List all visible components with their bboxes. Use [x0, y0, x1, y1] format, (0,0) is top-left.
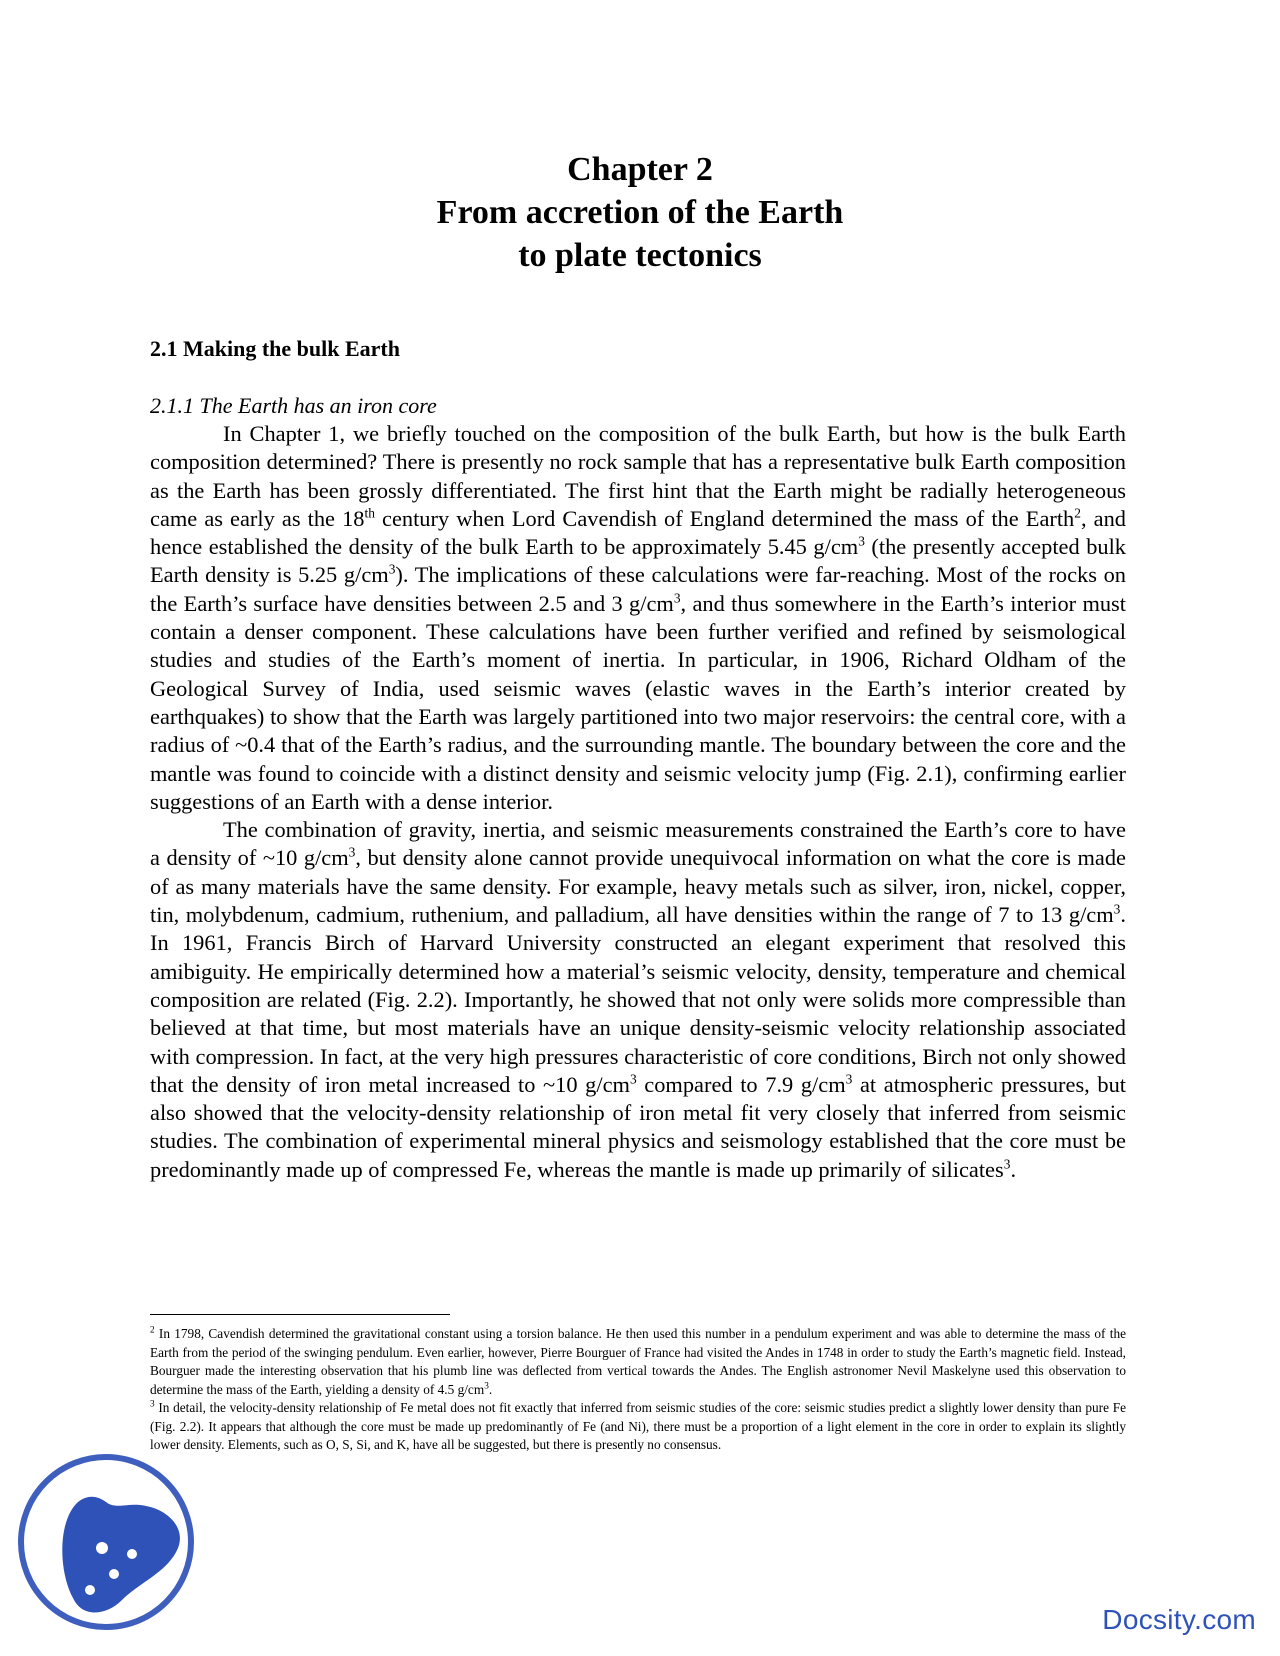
paragraph-text: century when Lord Cavendish of England determined the mass of the Earth: [374, 505, 1075, 531]
chapter-number: Chapter 2: [567, 151, 713, 188]
chapter-title-line-2: to plate tectonics: [518, 237, 762, 274]
paragraph-text: , and thus somewhere in the Earth’s interior must contain a denser component. These calculations have been further verified and refined by seismological studies and studies of the Earth’s moment of inertia. In particular, in 1906, Richard Oldham of the Geological Survey of India, used seismic waves (elastic waves in the Earth’s interior created by earthquakes) to show that the Earth was largely partitioned into two major reservoirs: the central core, with a radius of ~0.4 that of the Earth’s radius, and the surrounding mantle. The boundary between the core and the mantle was found to coincide with a distinct density and seismic velocity jump (Fig. 2.1), confirming earlier suggestions of an Earth with a dense interior.: [150, 590, 1126, 814]
footnote-3: [150, 1399, 1126, 1455]
footnote-text: In 1798, Cavendish determined the gravitational constant using a torsion balance. He then used this number in a pendulum experiment and was able to determine the mass of the Earth from the period of the swinging pendulum. Even earlier, however, Pierre Bourguer of France had visited the Andes in 1748 in order to study the Earth’s magnetic field. Instead, Bourguer made the interesting observation that his plumb line was deflected from vertical towards the Andes. The English astronomer Nevil Maskelyne used this observation to determine the mass of the Earth, yielding a density of 4.5 g/cm: [150, 1326, 1126, 1397]
paragraph-1: [150, 420, 1126, 816]
paragraph-text: . In 1961, Francis Birch of Harvard University constructed an elegant experiment that resolved this amibiguity. He empirically determined how a material’s seismic velocity, density, temperature and chemical composition are related (Fig. 2.2). Importantly, he showed that not only were solids more compressible than believed at that time, but most materials have an unique density-seismic velocity relationship associated with compression. In fact, at the very high pressures characteristic of core conditions, Birch not only showed that the density of iron metal increased to ~10 g/cm: [150, 902, 1126, 1097]
exponent: 3: [388, 562, 396, 578]
section-heading: 2.1 Making the bulk Earth: [150, 336, 400, 361]
chapter-title: [0, 148, 1280, 277]
exponent: 3: [629, 1071, 637, 1087]
paragraph-text: In Chapter 1, we briefly touched on the composition of the bulk Earth, but how is the bulk Earth composition determined? There is presently no rock sample that has a representative bulk Earth composition as the Earth has been grossly differentiated. The first hint that the Earth might be radially heterogeneous came as early as the 18: [150, 421, 1126, 531]
docsity-brand-link[interactable]: Docsity.com: [1102, 1604, 1256, 1635]
ordinal-suffix: th: [364, 505, 375, 521]
body-text: [150, 420, 1126, 1184]
footnote-ref-3[interactable]: 3: [1003, 1156, 1011, 1172]
footnote-separator: [150, 1314, 450, 1315]
footnote-marker: 3: [150, 1399, 155, 1410]
paragraph-text: , but density alone cannot provide unequivocal information on what the core is made of as many materials have the same density. For example, heavy metals such as silver, iron, nickel, copper, tin, molybdenum, cadmium, ruthenium, and palladium, all have densities within the range of 7 to 13 g/cm: [150, 845, 1126, 928]
paragraph-text: at atmospheric pressures, but also showed that the velocity-density relationship of iron metal fit very closely that inferred from seismic studies. The combination of experimental mineral physics and seismology established that the core must be predominantly made up of compressed Fe, whereas the mantle is made up primarily of silicates: [150, 1071, 1126, 1182]
paragraph-text: ). The implications of these calculations were far-reaching. Most of the rocks on the Earth’s surface have densities between 2.5 and 3 g/cm: [150, 562, 1126, 616]
paragraph-2: [150, 816, 1126, 1184]
footnote-text: In detail, the velocity-density relationship of Fe metal does not fit exactly that inferred from seismic studies of the core: seismic studies predict a slightly lower density than pure Fe (Fig. 2.2). It appears that although the core must be made up predominantly of Fe (and Ni), there must be a proportion of a light element in the core in order to explain its slightly lower density. Elements, such as O, S, Si, and K, have all be suggested, but there is presently no consensus.: [150, 1400, 1126, 1452]
chapter-title-line-1: From accretion of the Earth: [436, 194, 844, 231]
footnotes: [150, 1325, 1126, 1455]
exponent: 3: [1113, 901, 1121, 917]
paragraph-text: .: [1010, 1156, 1017, 1182]
paragraph-text: , and hence established the density of the bulk Earth to be approximately 5.45 g/cm: [150, 505, 1126, 560]
exponent: 3: [348, 844, 356, 860]
exponent: 3: [858, 533, 865, 549]
exponent: 3: [673, 590, 681, 606]
footnote-marker: 2: [150, 1325, 155, 1336]
exponent: 3: [845, 1071, 853, 1087]
subsection-heading: 2.1.1 The Earth has an iron core: [150, 393, 437, 418]
paragraph-text: compared to 7.9 g/cm: [636, 1071, 846, 1097]
paragraph-text: (the presently accepted bulk Earth density is 5.25 g/cm: [150, 534, 1127, 588]
paragraph-text: The combination of gravity, inertia, and seismic measurements constrained the Earth’s core to have a density of ~10 g/cm: [150, 817, 1126, 871]
footnote-ref-2[interactable]: 2: [1074, 505, 1081, 521]
footnote-2: [150, 1325, 1126, 1399]
footnote-text: .: [488, 1381, 493, 1397]
exponent: 3: [484, 1381, 489, 1392]
docsity-logo-icon[interactable]: [18, 1450, 218, 1640]
